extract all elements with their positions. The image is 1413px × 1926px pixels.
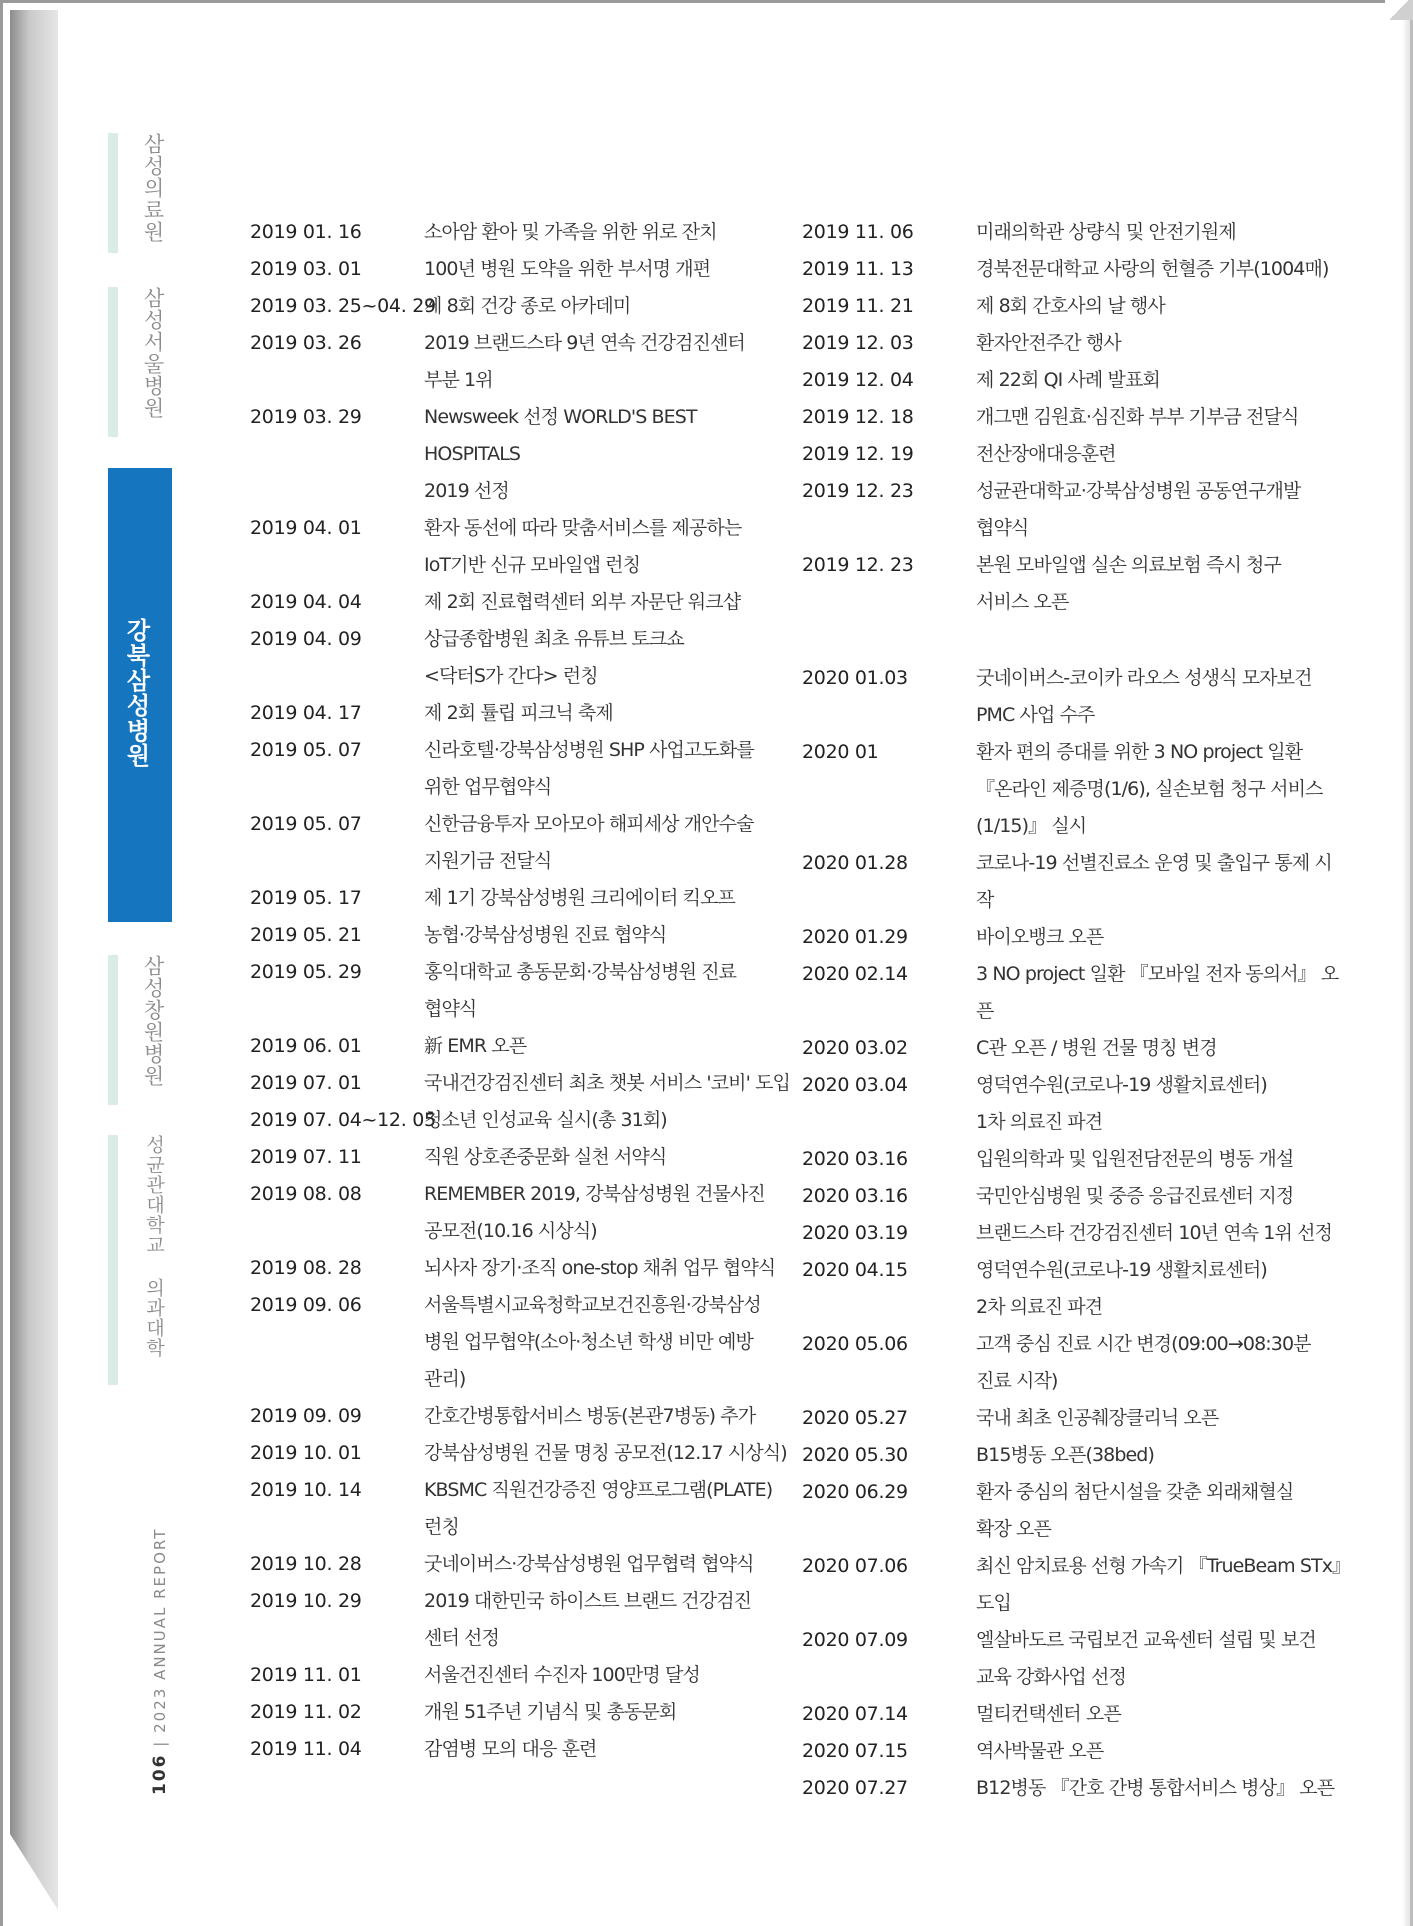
entry-description xyxy=(424,954,796,1028)
entry-line: 강북삼성병원 건물 명칭 공모전(12.17 시상식) xyxy=(424,1442,787,1464)
entry-description xyxy=(424,1583,796,1657)
entry-date: 2019 11. 21 xyxy=(802,295,914,317)
timeline-entry xyxy=(802,919,1342,956)
book-spine-shadow xyxy=(10,10,58,1910)
entry-date: 2020 07.14 xyxy=(802,1703,908,1725)
entry-line: 서울특별시교육청학교보건진흥원·강북삼성 xyxy=(424,1294,761,1316)
entry-description xyxy=(424,1028,796,1065)
timeline-entry xyxy=(250,1250,796,1287)
entry-line: 확장 오픈 xyxy=(976,1518,1051,1540)
entry-line: IoT기반 신규 모바일앱 런칭 xyxy=(424,554,641,576)
entry-line: 진료 시작) xyxy=(976,1370,1058,1392)
entry-description xyxy=(424,1139,796,1176)
entry-line: 개그맨 김원효·심진화 부부 기부금 전달식 xyxy=(976,406,1299,428)
entry-description xyxy=(424,1287,796,1398)
entry-description xyxy=(424,1546,796,1583)
entry-description xyxy=(424,621,796,695)
timeline-entry xyxy=(250,251,796,288)
timeline-entry xyxy=(250,621,796,695)
entry-date: 2019 11. 06 xyxy=(802,221,914,243)
entry-line: 굿네이버스·강북삼성병원 업무협력 협약식 xyxy=(424,1553,754,1575)
entry-line: 제 1기 강북삼성병원 크리에이터 킥오프 xyxy=(424,887,736,909)
entry-description xyxy=(424,1435,796,1472)
entry-line: 2019 선정 xyxy=(424,480,509,502)
entry-line: 미래의학관 상량식 및 안전기원제 xyxy=(976,221,1236,243)
timeline-entry xyxy=(802,1030,1342,1067)
entry-line: 국내건강검진센터 최초 챗봇 서비스 '코비' 도입 xyxy=(424,1072,790,1094)
entry-description xyxy=(976,1141,1342,1178)
entry-description xyxy=(424,1472,796,1546)
entry-description xyxy=(976,734,1342,845)
entry-date: 2019 11. 04 xyxy=(250,1738,362,1760)
entry-line: 新 EMR 오픈 xyxy=(424,1035,527,1057)
entry-line: 입원의학과 및 입원전담전문의 병동 개설 xyxy=(976,1148,1294,1170)
timeline-entry xyxy=(250,917,796,954)
entry-date: 2019 04. 01 xyxy=(250,517,362,539)
entry-line: 영덕연수원(코로나-19 생활치료센터) xyxy=(976,1259,1267,1281)
entry-date: 2019 10. 28 xyxy=(250,1553,362,1575)
entry-date: 2019 03. 01 xyxy=(250,258,362,280)
entry-line: 홍익대학교 총동문회·강북삼성병원 진료 xyxy=(424,961,737,983)
entry-line: 코로나-19 선별진료소 운영 및 출입구 통제 시작 xyxy=(976,852,1332,911)
entry-line: B12병동 『간호 간병 통합서비스 병상』 오픈 xyxy=(976,1777,1335,1799)
side-tab-samsung-medical-center[interactable] xyxy=(108,133,172,253)
entry-date: 2019 05. 29 xyxy=(250,961,362,983)
entry-description xyxy=(976,325,1342,362)
timeline-entry xyxy=(250,954,796,1028)
timeline-entry xyxy=(802,214,1342,251)
entry-date: 2019 08. 08 xyxy=(250,1183,362,1205)
entry-date: 2019 03. 26 xyxy=(250,332,362,354)
entry-line: 개원 51주년 기념식 및 총동문회 xyxy=(424,1701,677,1723)
side-tab-label: 삼성서울병원 xyxy=(141,287,165,419)
entry-description xyxy=(976,1696,1342,1733)
timeline-entry xyxy=(802,1215,1342,1252)
timeline-entry xyxy=(802,436,1342,473)
entry-line: 런칭 xyxy=(424,1516,459,1538)
entry-line: 감염병 모의 대응 훈련 xyxy=(424,1738,597,1760)
entry-date: 2020 07.15 xyxy=(802,1740,908,1762)
entry-description xyxy=(424,1102,796,1139)
timeline-entry xyxy=(250,1287,796,1398)
timeline-entry xyxy=(250,1583,796,1657)
entry-description xyxy=(976,362,1342,399)
entry-date: 2020 02.14 xyxy=(802,963,908,985)
entry-line: 3 NO project 일환 『모바일 전자 동의서』 오픈 xyxy=(976,963,1339,1022)
timeline-entry xyxy=(802,1474,1342,1548)
entry-description xyxy=(424,510,796,584)
entry-date: 2019 03. 25~04. 29 xyxy=(250,295,436,317)
entry-line: 고객 중심 진료 시간 변경(09:00→08:30분 xyxy=(976,1333,1311,1355)
entry-date: 2019 12. 18 xyxy=(802,406,914,428)
entry-date: 2020 07.27 xyxy=(802,1777,908,1799)
entry-date: 2020 03.16 xyxy=(802,1185,908,1207)
entry-description xyxy=(976,251,1342,288)
timeline-entry xyxy=(250,1176,796,1250)
entry-line: 1차 의료진 파견 xyxy=(976,1111,1103,1133)
timeline-entry xyxy=(802,325,1342,362)
tab-bar xyxy=(108,955,118,1105)
entry-line: 멀티컨택센터 오픈 xyxy=(976,1703,1121,1725)
entry-description xyxy=(976,1474,1342,1548)
entry-description xyxy=(976,1030,1342,1067)
entry-description xyxy=(976,1733,1342,1770)
entry-line: 직원 상호존중문화 실천 서약식 xyxy=(424,1146,667,1168)
entry-date: 2020 03.16 xyxy=(802,1148,908,1170)
entry-date: 2019 04. 09 xyxy=(250,628,362,650)
timeline-entry xyxy=(250,288,796,325)
entry-line: 엘살바도르 국립보건 교육센터 설립 및 보건 xyxy=(976,1629,1316,1651)
entry-date: 2019 03. 29 xyxy=(250,406,362,428)
entry-date: 2019 11. 01 xyxy=(250,1664,362,1686)
entry-line: 국내 최초 인공췌장클리닉 오픈 xyxy=(976,1407,1219,1429)
entry-line: 센터 선정 xyxy=(424,1627,499,1649)
entry-line: 굿네이버스-코이카 라오스 성생식 모자보건 xyxy=(976,667,1312,689)
side-tab-label: 성균관대학교 의과대학 xyxy=(143,1135,165,1358)
entry-line: 최신 암치료용 선형 가속기 『TrueBeam STx』 xyxy=(976,1555,1351,1577)
entry-line: 경북전문대학교 사랑의 헌혈증 기부(1004매) xyxy=(976,258,1329,280)
page-edge-shadow xyxy=(1402,0,1410,1926)
entry-line: <닥터S가 간다> 런칭 xyxy=(424,665,598,687)
timeline-entry xyxy=(250,1139,796,1176)
entry-line: 청소년 인성교육 실시(총 31회) xyxy=(424,1109,667,1131)
timeline-entry xyxy=(250,1472,796,1546)
timeline-entry xyxy=(250,1546,796,1583)
timeline-entry xyxy=(802,288,1342,325)
side-tab-label: 삼성창원병원 xyxy=(141,955,165,1087)
entry-line: 2019 브랜드스타 9년 연속 건강검진센터 xyxy=(424,332,745,354)
entry-description xyxy=(424,917,796,954)
timeline-entry xyxy=(250,325,796,399)
timeline-entry xyxy=(802,956,1342,1030)
entry-line: KBSMC 직원건강증진 영양프로그램(PLATE) xyxy=(424,1479,773,1501)
entry-date: 2019 05. 17 xyxy=(250,887,362,909)
entry-line: 뇌사자 장기·조직 one-stop 채취 업무 협약식 xyxy=(424,1257,776,1279)
timeline-entry xyxy=(802,251,1342,288)
entry-line: 위한 업무협약식 xyxy=(424,776,552,798)
entry-date: 2019 10. 14 xyxy=(250,1479,362,1501)
entry-description xyxy=(976,1326,1342,1400)
entry-date: 2019 06. 01 xyxy=(250,1035,362,1057)
entry-description xyxy=(976,288,1342,325)
timeline-entry xyxy=(802,734,1342,845)
entry-line: 역사박물관 오픈 xyxy=(976,1740,1104,1762)
entry-description xyxy=(976,1622,1342,1696)
entry-description xyxy=(976,1437,1342,1474)
entry-description xyxy=(424,732,796,806)
entry-line: 제 2회 튤립 피크닉 축제 xyxy=(424,702,613,724)
timeline-entry xyxy=(250,1065,796,1102)
timeline-entry xyxy=(802,1437,1342,1474)
entry-description xyxy=(424,806,796,880)
entry-date: 2019 12. 03 xyxy=(802,332,914,354)
entry-description xyxy=(976,660,1342,734)
footer-separator: | xyxy=(151,1739,169,1747)
entry-line: 100년 병원 도약을 위한 부서명 개편 xyxy=(424,258,711,280)
timeline-entry xyxy=(250,695,796,732)
report-label: 2023 ANNUAL REPORT xyxy=(151,1527,169,1733)
side-tab-skku-medicine[interactable] xyxy=(108,1135,172,1385)
timeline-entry xyxy=(250,880,796,917)
timeline-entry xyxy=(250,1102,796,1139)
entry-line: 지원기금 전달식 xyxy=(424,850,552,872)
timeline-entry xyxy=(250,732,796,806)
entry-date: 2019 09. 09 xyxy=(250,1405,362,1427)
timeline-entry xyxy=(250,510,796,584)
timeline-entry xyxy=(250,584,796,621)
entry-date: 2020 01.29 xyxy=(802,926,908,948)
entry-line: 브랜드스타 건강검진센터 10년 연속 1위 선정 xyxy=(976,1222,1332,1244)
entry-description xyxy=(424,288,796,325)
side-tab-samsung-seoul-hospital[interactable] xyxy=(108,287,172,437)
entry-description xyxy=(976,473,1342,547)
side-tab-label: 삼성의료원 xyxy=(141,133,165,243)
entry-line: C관 오픈 / 병원 건물 명칭 변경 xyxy=(976,1037,1217,1059)
tab-bar xyxy=(108,1135,118,1385)
timeline-right-column xyxy=(802,214,1351,1807)
entry-date: 2019 04. 17 xyxy=(250,702,362,724)
entry-description xyxy=(424,1731,796,1768)
side-tab-samsung-changwon-hospital[interactable] xyxy=(108,955,172,1105)
entry-date: 2019 11. 02 xyxy=(250,1701,362,1723)
entry-description xyxy=(424,1065,796,1102)
entry-date: 2020 04.15 xyxy=(802,1259,908,1281)
entry-description xyxy=(976,214,1342,251)
timeline-entry xyxy=(802,1252,1342,1326)
entry-description xyxy=(976,547,1342,621)
entry-line: 환자안전주간 행사 xyxy=(976,332,1121,354)
entry-description xyxy=(424,695,796,732)
entry-description xyxy=(976,1067,1342,1141)
entry-line: 영덕연수원(코로나-19 생활치료센터) xyxy=(976,1074,1267,1096)
entry-date: 2019 07. 04~12. 05 xyxy=(250,1109,436,1131)
entry-line: Newsweek 선정 WORLD'S BEST HOSPITALS xyxy=(424,406,697,465)
entry-line: 2019 대한민국 하이스트 브랜드 건강검진 xyxy=(424,1590,752,1612)
entry-date: 2019 10. 29 xyxy=(250,1590,362,1612)
entry-line: 병원 업무협약(소아·청소년 학생 비만 예방 xyxy=(424,1331,753,1353)
timeline-entry xyxy=(250,1435,796,1472)
timeline-entry xyxy=(802,1770,1342,1807)
timeline-entry xyxy=(802,473,1342,547)
timeline-entry xyxy=(802,1326,1342,1400)
entry-date: 2020 03.02 xyxy=(802,1037,908,1059)
entry-line: 소아암 환아 및 가족을 위한 위로 잔치 xyxy=(424,221,717,243)
entry-line: 전산장애대응훈련 xyxy=(976,443,1116,465)
timeline-entry xyxy=(802,1548,1351,1622)
entry-date: 2019 07. 01 xyxy=(250,1072,362,1094)
entry-date: 2019 05. 21 xyxy=(250,924,362,946)
entry-date: 2020 01.28 xyxy=(802,852,908,874)
entry-line: 본원 모바일앱 실손 의료보험 즉시 청구 xyxy=(976,554,1281,576)
timeline-entry xyxy=(802,1400,1342,1437)
entry-date: 2019 07. 11 xyxy=(250,1146,362,1168)
entry-date: 2019 11. 13 xyxy=(802,258,914,280)
timeline-entry xyxy=(802,1622,1342,1696)
entry-description xyxy=(976,1215,1342,1252)
footer-annual-report xyxy=(150,1527,172,1795)
entry-line: PMC 사업 수주 xyxy=(976,704,1095,726)
timeline-entry xyxy=(802,362,1342,399)
entry-description xyxy=(976,1252,1342,1326)
entry-description xyxy=(424,251,796,288)
entry-description xyxy=(424,1694,796,1731)
timeline-entry xyxy=(250,214,796,251)
entry-description xyxy=(976,1770,1342,1807)
entry-description xyxy=(424,399,796,510)
entry-line: 제 2회 진료협력센터 외부 자문단 워크샵 xyxy=(424,591,741,613)
entry-date: 2019 10. 01 xyxy=(250,1442,362,1464)
entry-line: 2차 의료진 파견 xyxy=(976,1296,1103,1318)
entry-date: 2019 01. 16 xyxy=(250,221,362,243)
entry-date: 2019 12. 04 xyxy=(802,369,914,391)
entry-description xyxy=(424,1657,796,1694)
entry-line: 제 8회 간호사의 날 행사 xyxy=(976,295,1165,317)
entry-line: 서비스 오픈 xyxy=(976,591,1069,613)
tab-bar xyxy=(108,133,118,253)
entry-description xyxy=(976,436,1342,473)
entry-line: 바이오뱅크 오픈 xyxy=(976,926,1104,948)
entry-date: 2019 12. 23 xyxy=(802,480,914,502)
entry-line: 국민안심병원 및 중증 응급진료센터 지정 xyxy=(976,1185,1294,1207)
entry-description xyxy=(976,845,1342,919)
entry-description xyxy=(424,1398,796,1435)
timeline-entry xyxy=(250,1028,796,1065)
page-corner-fold xyxy=(1385,0,1413,20)
entry-date: 2019 05. 07 xyxy=(250,739,362,761)
entry-description xyxy=(976,956,1342,1030)
entry-date: 2020 01 xyxy=(802,741,879,763)
timeline-entry xyxy=(802,660,1342,734)
entry-line: REMEMBER 2019, 강북삼성병원 건물사진 xyxy=(424,1183,765,1205)
entry-line: 환자 편의 증대를 위한 3 NO project 일환 xyxy=(976,741,1303,763)
entry-description xyxy=(976,399,1342,436)
entry-line: 신한금융투자 모아모아 해피세상 개안수술 xyxy=(424,813,754,835)
entry-description xyxy=(424,325,796,399)
entry-description xyxy=(976,1178,1342,1215)
entry-line: 상급종합병원 최초 유튜브 토크쇼 xyxy=(424,628,684,650)
timeline-left-column xyxy=(250,214,796,1768)
entry-date: 2020 07.09 xyxy=(802,1629,908,1651)
timeline-entry xyxy=(250,1694,796,1731)
entry-line: 부분 1위 xyxy=(424,369,493,391)
timeline-entry xyxy=(802,1733,1342,1770)
entry-date: 2020 05.30 xyxy=(802,1444,908,1466)
side-tab-kangbuk-samsung-hospital[interactable] xyxy=(108,468,172,922)
entry-description xyxy=(424,584,796,621)
entry-line: 도입 xyxy=(976,1592,1011,1614)
entry-description xyxy=(424,880,796,917)
entry-line: 제 22회 QI 사례 발표회 xyxy=(976,369,1160,391)
entry-description xyxy=(424,214,796,251)
entry-description xyxy=(976,1400,1342,1437)
entry-line: 신라호텔·강북삼성병원 SHP 사업고도화를 xyxy=(424,739,754,761)
timeline-entry xyxy=(250,1657,796,1694)
entry-line: 농협·강북삼성병원 진료 협약식 xyxy=(424,924,667,946)
entry-date: 2019 04. 04 xyxy=(250,591,362,613)
entry-description xyxy=(976,1548,1351,1622)
timeline-entry xyxy=(802,547,1342,621)
entry-date: 2020 03.19 xyxy=(802,1222,908,1244)
entry-line: 관리) xyxy=(424,1368,466,1390)
entry-line: 협약식 xyxy=(424,998,477,1020)
entry-description xyxy=(976,919,1342,956)
entry-date: 2019 12. 23 xyxy=(802,554,914,576)
entry-line: 환자 중심의 첨단시설을 갖춘 외래채혈실 xyxy=(976,1481,1294,1503)
entry-date: 2020 01.03 xyxy=(802,667,908,689)
side-tab-label: 강북삼성병원 xyxy=(122,618,150,768)
entry-line: 협약식 xyxy=(976,517,1029,539)
entry-date: 2020 05.06 xyxy=(802,1333,908,1355)
timeline-entry xyxy=(802,1178,1342,1215)
entry-date: 2019 05. 07 xyxy=(250,813,362,835)
entry-line: 성균관대학교·강북삼성병원 공동연구개발 xyxy=(976,480,1301,502)
timeline-entry xyxy=(802,399,1342,436)
entry-line: B15병동 오픈(38bed) xyxy=(976,1444,1154,1466)
timeline-entry xyxy=(802,1067,1342,1141)
timeline-entry xyxy=(250,1731,796,1768)
tab-bar xyxy=(108,287,118,437)
entry-date: 2020 07.06 xyxy=(802,1555,908,1577)
entry-date: 2019 12. 19 xyxy=(802,443,914,465)
entry-date: 2020 06.29 xyxy=(802,1481,908,1503)
entry-date: 2020 05.27 xyxy=(802,1407,908,1429)
timeline-entry xyxy=(250,806,796,880)
timeline-entry xyxy=(250,399,796,510)
entry-description xyxy=(424,1176,796,1250)
timeline-entry xyxy=(802,845,1342,919)
entry-line: 간호간병통합서비스 병동(본관7병동) 추가 xyxy=(424,1405,756,1427)
entry-line: 교육 강화사업 선정 xyxy=(976,1666,1126,1688)
entry-date: 2019 08. 28 xyxy=(250,1257,362,1279)
page-number: 106 xyxy=(150,1753,170,1795)
entry-line: 제 8회 건강 종로 아카데미 xyxy=(424,295,631,317)
entry-description xyxy=(424,1250,796,1287)
entry-date: 2019 09. 06 xyxy=(250,1294,362,1316)
entry-line: (1/15)』 실시 xyxy=(976,815,1087,837)
entry-line: 서울건진센터 수진자 100만명 달성 xyxy=(424,1664,700,1686)
entry-line: 공모전(10.16 시상식) xyxy=(424,1220,597,1242)
entry-date: 2020 03.04 xyxy=(802,1074,908,1096)
entry-line: 『온라인 제증명(1/6), 실손보험 청구 서비스 xyxy=(976,778,1323,800)
timeline-entry xyxy=(250,1398,796,1435)
timeline-entry xyxy=(802,1696,1342,1733)
entry-line: 환자 동선에 따라 맞춤서비스를 제공하는 xyxy=(424,517,742,539)
timeline-entry xyxy=(802,1141,1342,1178)
